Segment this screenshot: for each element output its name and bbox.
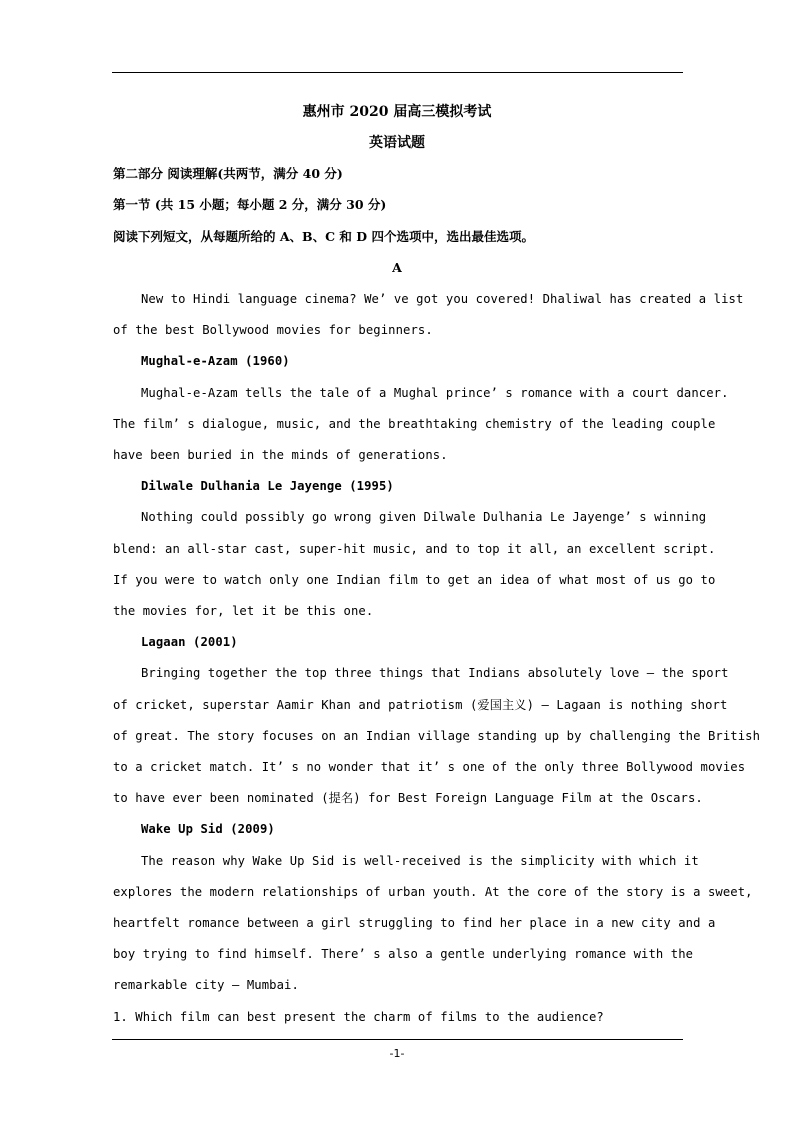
- passage-label: A: [392, 260, 402, 275]
- exam-title: 惠州市 2020 届高三模拟考试: [302, 104, 492, 120]
- film-text-line: blend: an all-star cast, super-hit music, and to top it all, an excellent script.: [113, 542, 716, 556]
- subsection-heading: 第一节 (共 15 小题；每小题 2 分，满分 30 分): [113, 197, 387, 212]
- section-heading: 第二部分 阅读理解(共两节，满分 40 分): [113, 166, 343, 181]
- film-text-line: to have ever been nominated (提名) for Best Foreign Language Film at the Oscars.: [113, 791, 703, 805]
- question-1: 1. Which film can best present the charm of films to the audience?: [113, 1010, 604, 1024]
- page-number: -1-: [389, 1047, 405, 1060]
- film-text-line: boy trying to find himself. There’ s also a gentle underlying romance with the: [113, 947, 694, 961]
- film-text-line: If you were to watch only one Indian film to get an idea of what most of us go to: [113, 573, 716, 587]
- film-text-line: the movies for, let it be this one.: [113, 604, 374, 618]
- film-text-line: Nothing could possibly go wrong given Dilwale Dulhania Le Jayenge’ s winning: [141, 510, 707, 524]
- film-heading-dilwale-dulhania-le-jayenge: Dilwale Dulhania Le Jayenge (1995): [141, 479, 394, 493]
- film-heading-lagaan: Lagaan (2001): [141, 635, 238, 649]
- film-heading-mughal-e-azam: Mughal-e-Azam (1960): [141, 354, 290, 368]
- film-text-line: of great. The story focuses on an Indian village standing up by challenging the British: [113, 729, 761, 743]
- film-text-line: to a cricket match. It’ s no wonder that it’ s one of the only three Bollywood movies: [113, 760, 746, 774]
- film-heading-wake-up-sid: Wake Up Sid (2009): [141, 822, 275, 836]
- bottom-rule: [112, 1039, 683, 1040]
- film-text-line: The film’ s dialogue, music, and the breathtaking chemistry of the leading couple: [113, 417, 716, 431]
- intro-line: New to Hindi language cinema? We’ ve got you covered! Dhaliwal has created a list: [141, 292, 744, 306]
- film-text-line: of cricket, superstar Aamir Khan and patriotism (爱国主义) – Lagaan is nothing short: [113, 698, 728, 712]
- intro-line: of the best Bollywood movies for beginners.: [113, 323, 433, 337]
- film-text-line: Mughal-e-Azam tells the tale of a Mughal prince’ s romance with a court dancer.: [141, 386, 729, 400]
- film-text-line: remarkable city – Mumbai.: [113, 978, 299, 992]
- film-text-line: The reason why Wake Up Sid is well-received is the simplicity with which it: [141, 854, 699, 868]
- film-text-line: explores the modern relationships of urban youth. At the core of the story is a sweet,: [113, 885, 753, 899]
- reading-instructions: 阅读下列短文，从每题所给的 A、B、C 和 D 四个选项中，选出最佳选项。: [113, 229, 534, 244]
- film-text-line: have been buried in the minds of generations.: [113, 448, 448, 462]
- top-rule: [112, 72, 683, 73]
- exam-subject: 英语试题: [369, 135, 425, 151]
- film-text-line: Bringing together the top three things that Indians absolutely love – the sport: [141, 666, 729, 680]
- film-text-line: heartfelt romance between a girl struggling to find her place in a new city and a: [113, 916, 716, 930]
